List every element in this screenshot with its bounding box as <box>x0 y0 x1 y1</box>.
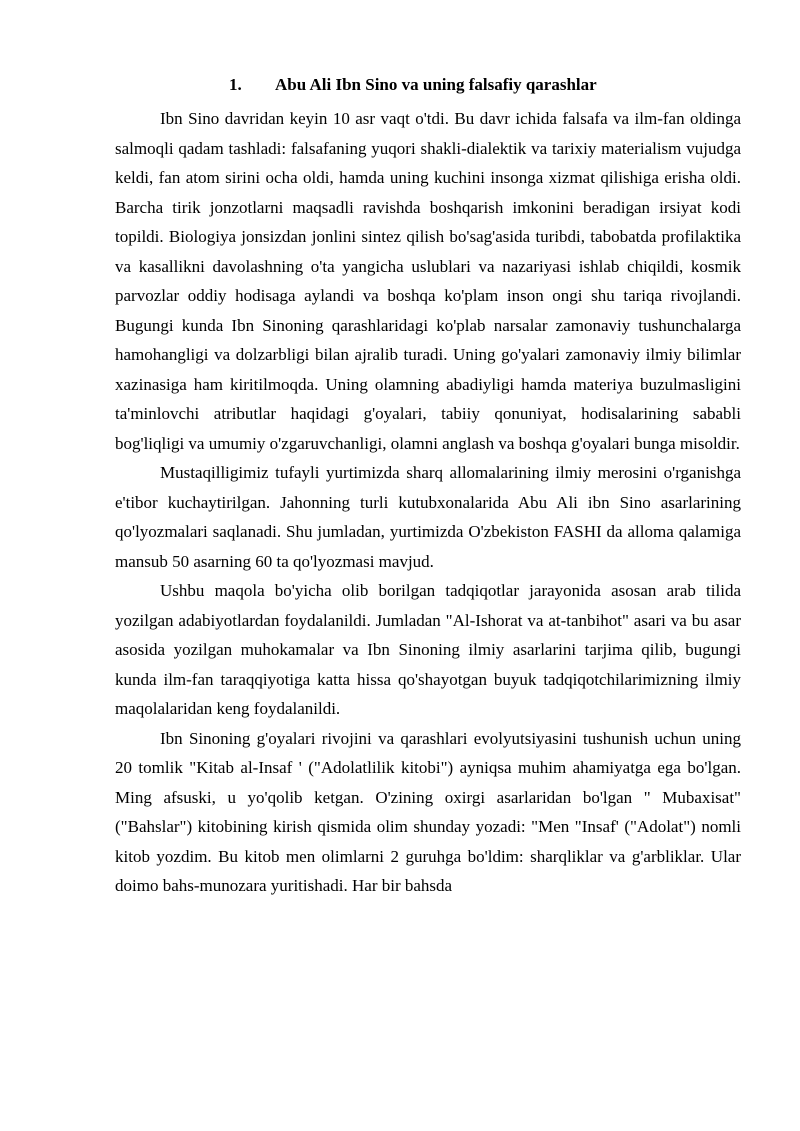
paragraph-3: Ushbu maqola bo'yicha olib borilgan tadqiqotlar jarayonida asosan arab tilida yozilgan adabiyotlardan foydalanildi. Jumladan "Al-Ishorat va at-tanbihot" asari va bu asar asosida yozilgan muhokamalar va Ibn Sinoning ilmiy asarlarini tarjima qilib, bugungi kunda ilm-fan taraqqiyotiga katta hissa qo'shayotgan buyuk tadqiqotchilarimizning ilmiy maqolalaridan keng foydalanildi. <box>115 581 741 718</box>
paragraph-1: Ibn Sino davridan keyin 10 asr vaqt o'tdi. Bu davr ichida falsafa va ilm-fan oldinga salmoqli qadam tashladi: falsafaning yuqori shakli-dialektik va tarixiy materialism vujudga keldi, fan atom sirini ocha oldi, hamda uning kuchini insonga xizmat qilishiga erisha oldi. Barcha tirik jonzotlarni maqsadli ravishda boshqarish imkonini beradigan irsiyat kodi topildi. Biologiya jonsizdan jonlini sintez qilish bo'sag'asida turibdi, tabobatda profilaktika va kasallikni davolashning o'ta yangicha uslublari va nazariyasi ishlab chiqildi, kosmik parvozlar oddiy hodisaga aylandi va boshqa ko'plam inson ongi shu tariqa rivojlandi. Bugungi kunda Ibn Sinoning qarashlaridagi ko'plab narsalar zamonaviy tushunchalarga hamohangligi va dolzarbligi bilan ajralib turadi. Uning go'yalari zamonaviy ilmiy bilimlar xazinasiga ham kiritilmoqda. Uning olamning abadiyligi hamda materiya buzulmasligini ta'minlovchi atributlar haqidagi g'oyalari, tabiiy qonuniyat, hodisalarining sababli bog'liqligi va umumiy o'zgaruvchanligi, olamni anglash va boshqa g'oyalari bunga misoldir. <box>115 109 741 453</box>
section-number: 1. <box>229 75 242 94</box>
paragraph-4: Ibn Sinoning g'oyalari rivojini va qarashlari evolyutsiyasini tushunish uchun uning 20 tomlik "Kitab al-Insaf ' ("Adolatlilik kitobi") ayniqsa muhim ahamiyatga ega bo'lgan. Ming afsuski, u yo'qolib ketgan. O'zining oxirgi asarlaridan bo'lgan " Mubaxisat" ("Bahslar") kitobining kirish qismida olim shunday yozadi: "Men "Insaf' ("Adolat") nomli kitob yozdim. Bu kitob men olimlarni 2 guruhga bo'ldim: sharqliklar va g'arbliklar. Ular doimo bahs-munozara yuritishadi. Har bir bahsda <box>115 728 741 895</box>
section-title: Abu Ali Ibn Sino va uning falsafiy qarashlar <box>275 75 597 94</box>
section-heading <box>115 74 741 96</box>
document-page <box>115 74 741 901</box>
paragraph-2: Mustaqilligimiz tufayli yurtimizda sharq allomalarining ilmiy merosini o'rganishga e'tibor kuchaytirilgan. Jahonning turli kutubxonalarida Abu Ali ibn Sino asarlarining qo'lyozmalari saqlanadi. Shu jumladan, yurtimizda O'zbekiston FASHI da alloma qalamiga mansub 50 asarning 60 ta qo'lyozmasi mavjud. <box>115 463 741 571</box>
